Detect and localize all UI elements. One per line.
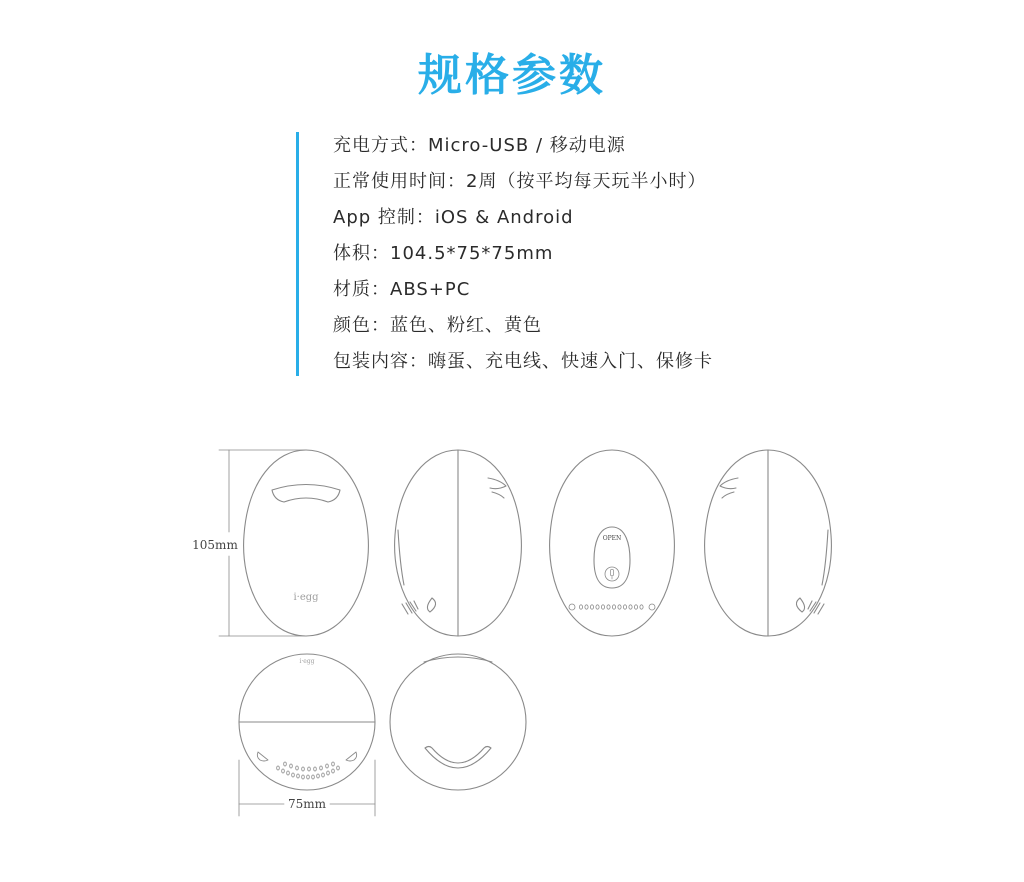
spec-charging: 充电方式：Micro-USB / 移动电源: [333, 135, 626, 156]
egg-back-view: [550, 450, 675, 636]
spec-package: 包装内容：嗨蛋、充电线、快速入门、保修卡: [333, 351, 713, 372]
width-label: 75mm: [287, 797, 327, 811]
spec-usage-time: 正常使用时间：2周（按平均每天玩半小时）: [333, 171, 707, 192]
spec-material: 材质：ABS+PC: [333, 279, 471, 300]
egg-front-view: [244, 450, 369, 636]
spec-app-control: App 控制：iOS & Android: [333, 207, 574, 228]
open-label: OPEN: [602, 535, 622, 542]
height-label: 105mm: [192, 538, 238, 552]
spec-volume: 体积：104.5*75*75mm: [333, 243, 554, 264]
brand-logo-top: i·egg: [299, 658, 315, 665]
egg-bottom-view: [390, 654, 526, 790]
spec-colors: 颜色：蓝色、粉红、黄色: [333, 315, 542, 336]
egg-side-view-right: [705, 450, 832, 636]
egg-side-view-left: [395, 450, 522, 636]
page-title: 规格参数: [418, 50, 606, 101]
brand-logo-front: i·egg: [293, 592, 319, 603]
egg-top-view: [239, 654, 375, 790]
